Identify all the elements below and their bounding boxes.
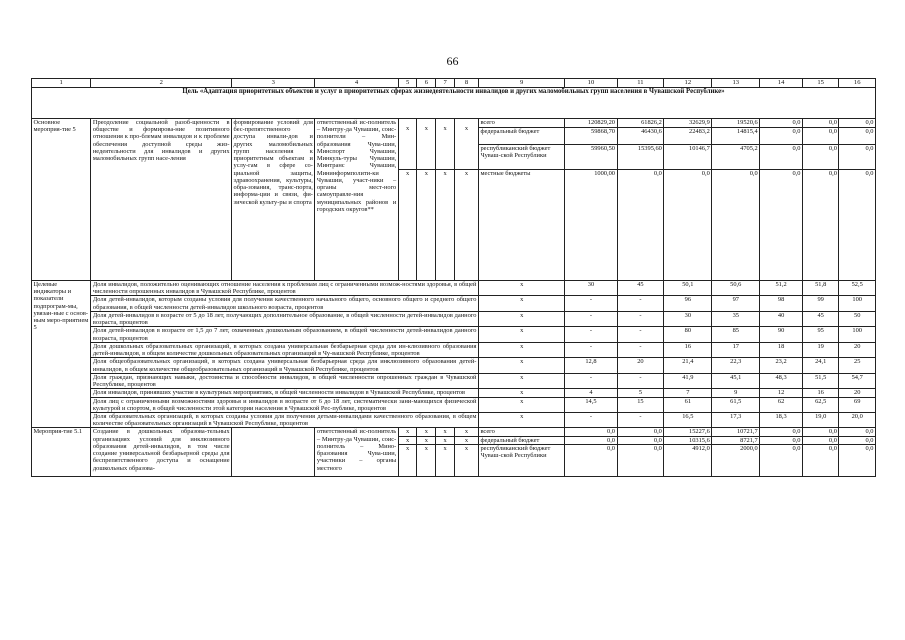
value-cell: 15395,60 (617, 145, 664, 170)
value-cell: 50,1 (664, 281, 712, 296)
indicator-row (32, 389, 876, 397)
value-cell: - (617, 311, 664, 326)
value-cell: 0,0 (760, 128, 803, 145)
value-cell: 45 (617, 281, 664, 296)
value-cell: 19 (802, 342, 838, 357)
value-cell: - (617, 412, 664, 427)
value-cell: 50 (839, 311, 876, 326)
value-cell: 80 (664, 327, 712, 342)
value-cell: - (565, 373, 617, 388)
funding-source: федеральный бюджет (478, 128, 564, 145)
col-number: 12 (664, 79, 712, 88)
x-cell: x (478, 397, 564, 412)
value-cell: 51,8 (802, 281, 838, 296)
value-cell: 5 (617, 389, 664, 397)
x-cell: x (454, 436, 478, 444)
value-cell: 0,0 (760, 444, 803, 476)
value-cell: 10315,6 (664, 436, 712, 444)
indicator-text: Доля лиц с ограниченными возможностями здоровья и инвалидов в возрасте от 6 до 18 лет, систематически зани-мающихся физической культурой и спортом, в общей численности этой категории населения в Чувашской Рес-публике, процентов (92, 397, 477, 412)
measure-description: Преодоление социальной разоб-щенности в обществе и формирова-ние позитивного отношения к про-блемам инвалидов и к проблеме обеспечения доступной среды жиз-недеятельности для инвалидов и других маломобильных групп насе-ления (91, 119, 232, 281)
value-cell: 0,0 (839, 145, 876, 170)
program-table (31, 78, 876, 477)
value-cell: 20 (617, 358, 664, 373)
value-cell: 46430,6 (617, 128, 664, 145)
col-number: 2 (91, 79, 232, 88)
measure-executors: ответственный ис-полнитель – Минтру-да Чувашии, соис-полнитель – Мино-бразования Чува-шии, участники – органы местного (315, 428, 398, 476)
x-cell: x (398, 170, 417, 281)
value-cell: - (565, 311, 617, 326)
value-cell: 69 (839, 397, 876, 412)
indicator-row (32, 281, 876, 296)
x-cell: x (454, 444, 478, 476)
x-cell: x (417, 436, 436, 444)
col-number: 7 (436, 79, 455, 88)
value-cell: 18 (760, 342, 803, 357)
value-cell: 4 (565, 389, 617, 397)
value-cell: - (565, 327, 617, 342)
value-cell: 14815,4 (712, 128, 760, 145)
value-cell: 95 (802, 327, 838, 342)
value-cell: 16,5 (664, 412, 712, 427)
value-cell: 62,5 (802, 397, 838, 412)
value-cell: 16 (664, 342, 712, 357)
value-cell: 2000,0 (712, 444, 760, 476)
value-cell: 61 (664, 397, 712, 412)
goal-title: Цель «Адаптация приоритетных объектов и услуг в приоритетных сферах жизнедеятельности инвалидов и других маломобильных групп населения в Чувашской Республике» (32, 88, 876, 119)
indicator-text: Доля общеобразовательных организаций, в которых создана универсальная безбарьерная среда для инклюзивного образования детей-инвалидов, в общем количестве общеобразовательных организаций в Чувашской Республике, процентов (92, 358, 477, 373)
value-cell: 0,0 (760, 436, 803, 444)
value-cell: 51,5 (802, 373, 838, 388)
value-cell: 0,0 (760, 119, 803, 128)
funding-source: всего (478, 119, 564, 128)
value-cell: 52,5 (839, 281, 876, 296)
value-cell: 59960,50 (565, 145, 617, 170)
value-cell: - (565, 412, 617, 427)
value-cell: 0,0 (839, 428, 876, 436)
indicator-row (32, 311, 876, 326)
value-cell: 45 (802, 311, 838, 326)
value-cell: 15 (617, 397, 664, 412)
x-cell: x (398, 119, 417, 170)
value-cell: 0,0 (760, 145, 803, 170)
value-cell: 61,5 (712, 397, 760, 412)
x-cell: x (398, 444, 417, 476)
x-cell: x (398, 436, 417, 444)
x-cell: x (478, 327, 564, 342)
value-cell: 19520,6 (712, 119, 760, 128)
value-cell: 98 (760, 296, 803, 311)
value-cell: 24,1 (802, 358, 838, 373)
value-cell: 22483,2 (664, 128, 712, 145)
col-number: 10 (565, 79, 617, 88)
column-number-row (32, 79, 876, 88)
value-cell: - (617, 342, 664, 357)
value-cell: 0,0 (617, 428, 664, 436)
funding-source: местные бюджеты (478, 170, 564, 281)
value-cell: 16 (802, 389, 838, 397)
value-cell: 61826,2 (617, 119, 664, 128)
indicator-row (32, 412, 876, 427)
funding-source: всего (478, 428, 564, 436)
value-cell: 0,0 (802, 119, 838, 128)
col-number: 13 (712, 79, 760, 88)
value-cell: 17,3 (712, 412, 760, 427)
value-cell: 4912,0 (664, 444, 712, 476)
value-cell: 100 (839, 327, 876, 342)
value-cell: 1000,00 (565, 170, 617, 281)
x-cell: x (417, 428, 436, 436)
measure-description: Создание в дошкольных образова-тельных организациях условий для инклюзивного образования детей-инвалидов, в том числе создание универсальной безбарьерной среды для беспрепятственного доступа и оснащение дошкольных образова- (91, 428, 232, 476)
value-cell: 0,0 (565, 436, 617, 444)
col-number: 6 (417, 79, 436, 88)
indicator-text: Доля граждан, признающих навыки, достоинства и способности инвалидов, в общей численности опрошенных граждан в Чувашской Республике, процентов (92, 373, 477, 389)
col-number: 15 (802, 79, 838, 88)
x-cell: x (436, 444, 455, 476)
indicator-text: Доля инвалидов, принявших участие в культурных мероприятиях, в общей численности инвалидов в Чувашской Республике, процентов (91, 389, 479, 397)
value-cell: 51,2 (760, 281, 803, 296)
value-cell: 23,2 (760, 358, 803, 373)
value-cell: 0,0 (802, 444, 838, 476)
indicator-row (32, 296, 876, 311)
value-cell: 0,0 (565, 428, 617, 436)
indicator-row (32, 327, 876, 342)
value-cell: - (617, 373, 664, 388)
goal-row (32, 88, 876, 119)
value-cell: 0,0 (802, 428, 838, 436)
x-cell: x (478, 311, 564, 326)
value-cell: 40 (760, 311, 803, 326)
col-number: 3 (232, 79, 315, 88)
x-cell: x (478, 281, 564, 296)
funding-source: федеральный бюджет (478, 436, 564, 444)
indicator-text: Доля дошкольных образовательных организаций, в которых создана универсальная безбарьерная среда для ин-клюзивного образования детей-инвалидов, в общем количестве дошкольных образовательных организаций в Чу-вашской Республике, процентов (92, 342, 477, 358)
x-cell: x (478, 296, 564, 311)
value-cell: 100 (839, 296, 876, 311)
value-cell: 0,0 (839, 128, 876, 145)
value-cell: 0,0 (802, 145, 838, 170)
value-cell: 41,9 (664, 373, 712, 388)
x-cell: x (478, 373, 564, 388)
measure-name: Основное мероприя-тие 5 (32, 119, 91, 281)
x-cell: x (454, 170, 478, 281)
value-cell: 12,8 (565, 358, 617, 373)
value-cell: 19,0 (802, 412, 838, 427)
indicator-text: Доля детей-инвалидов, которым созданы условия для получения качественного начального общего, основного общего и среднего общего образования, в общей численности детей-инвалидов школьного возраста, процентов (92, 296, 477, 311)
x-cell: x (398, 428, 417, 436)
value-cell: 96 (664, 296, 712, 311)
value-cell: 7 (664, 389, 712, 397)
value-cell: 21,4 (664, 358, 712, 373)
value-cell: 0,0 (712, 170, 760, 281)
value-cell: - (565, 296, 617, 311)
col-number: 16 (839, 79, 876, 88)
x-cell: x (436, 436, 455, 444)
value-cell: 0,0 (617, 436, 664, 444)
value-cell: 99 (802, 296, 838, 311)
value-cell: 22,3 (712, 358, 760, 373)
value-cell: 0,0 (802, 170, 838, 281)
indicator-row (32, 397, 876, 412)
value-cell: 35 (712, 311, 760, 326)
col-number: 14 (760, 79, 803, 88)
value-cell: 0,0 (760, 428, 803, 436)
x-cell: x (436, 170, 455, 281)
value-cell: 4705,2 (712, 145, 760, 170)
measure5-row (32, 119, 876, 128)
value-cell: 59868,70 (565, 128, 617, 145)
value-cell: 0,0 (839, 170, 876, 281)
value-cell: 20 (839, 389, 876, 397)
x-cell: x (454, 428, 478, 436)
indicator-row (32, 342, 876, 357)
x-cell: x (478, 358, 564, 373)
measure-executors: ответственный ис-полнитель – Минтру-да Чувашии, соис-полнители – Мин-образования Чува-шии, Минспорт Чувашии, Минкуль-туры Чувашии, Минтранс Чувашии, Мининформполити-ки Чувашии, участ-ники – органы мест-ного самоуправле-ния муниципальных районов и городских округов** (315, 119, 398, 281)
value-cell: - (565, 342, 617, 357)
value-cell: 32629,9 (664, 119, 712, 128)
value-cell: 90 (760, 327, 803, 342)
value-cell: 0,0 (839, 444, 876, 476)
value-cell: 18,3 (760, 412, 803, 427)
value-cell: 30 (565, 281, 617, 296)
measure-result: формирование условий для бес-препятственного доступа инвали-дов и других маломобильных групп населения к приоритетным объектам и услу-гам в сфере со-циальной защиты, здравоохранения, культуры, обра-зования, транс-порта, информа-ции и связи, фи-зической культу-ры и спорта (232, 119, 315, 281)
value-cell: 14,5 (565, 397, 617, 412)
value-cell: 30 (664, 311, 712, 326)
value-cell: 20,0 (839, 412, 876, 427)
value-cell: 97 (712, 296, 760, 311)
value-cell: 10721,7 (712, 428, 760, 436)
measure51-row (32, 428, 876, 436)
value-cell: 0,0 (839, 436, 876, 444)
value-cell: 8721,7 (712, 436, 760, 444)
x-cell: x (436, 428, 455, 436)
value-cell: 0,0 (617, 170, 664, 281)
page-number: 66 (446, 54, 459, 68)
x-cell: x (478, 412, 564, 427)
indicator-text: Доля образовательных организаций, в которых созданы условия для получения детьми-инвалидами качественного образования, в общем количестве образовательных организаций в Чувашской Республике, процентов (92, 412, 477, 428)
col-number: 11 (617, 79, 664, 88)
value-cell: 12 (760, 389, 803, 397)
value-cell: 45,1 (712, 373, 760, 388)
value-cell: 0,0 (802, 128, 838, 145)
value-cell: 0,0 (760, 170, 803, 281)
measure-name: Мероприя-тие 5.1 (32, 428, 91, 476)
x-cell: x (436, 119, 455, 170)
value-cell: 0,0 (839, 119, 876, 128)
x-cell: x (417, 444, 436, 476)
value-cell: - (617, 296, 664, 311)
col-number: 8 (454, 79, 478, 88)
funding-source: республиканский бюджет Чуваш-ской Республики (478, 145, 564, 170)
value-cell: 9 (712, 389, 760, 397)
value-cell: 50,6 (712, 281, 760, 296)
value-cell: 54,7 (839, 373, 876, 388)
value-cell: 48,3 (760, 373, 803, 388)
funding-source: республиканский бюджет Чуваш-ской Республики (478, 444, 564, 476)
col-number: 1 (32, 79, 91, 88)
x-cell: x (454, 119, 478, 170)
value-cell: 62 (760, 397, 803, 412)
value-cell: 0,0 (565, 444, 617, 476)
x-cell: x (417, 170, 436, 281)
col-number: 9 (478, 79, 564, 88)
measure-result (232, 428, 315, 476)
value-cell: 0,0 (664, 170, 712, 281)
value-cell: 0,0 (802, 436, 838, 444)
indicators-label: Целевые индикаторы и показатели подпрограм-мы, увязан-ные с основ-ным меро-приятием 5 (32, 281, 91, 428)
value-cell: 120829,20 (565, 119, 617, 128)
value-cell: 20 (839, 342, 876, 357)
value-cell: - (617, 327, 664, 342)
indicator-row (32, 358, 876, 373)
col-number: 5 (398, 79, 417, 88)
indicator-text: Доля инвалидов, положительно оценивающих отношение населения к проблемам лиц с ограниченными возмож-ностями здоровья, в общей численности опрошенных инвалидов в Чувашской Республике, процентов (92, 281, 477, 296)
value-cell: 25 (839, 358, 876, 373)
value-cell: 85 (712, 327, 760, 342)
value-cell: 15227,6 (664, 428, 712, 436)
value-cell: 10146,7 (664, 145, 712, 170)
col-number: 4 (315, 79, 398, 88)
x-cell: x (478, 389, 564, 397)
value-cell: 17 (712, 342, 760, 357)
indicator-row (32, 373, 876, 388)
x-cell: x (478, 342, 564, 357)
value-cell: 0,0 (617, 444, 664, 476)
indicator-text: Доля детей-инвалидов в возрасте от 1,5 до 7 лет, охваченных дошкольным образованием, в общей численности детей-инвалидов данного возраста, процентов (92, 327, 477, 342)
x-cell: x (417, 119, 436, 170)
indicator-text: Доля детей-инвалидов в возрасте от 5 до 18 лет, получающих дополнительное образование, в общей численности детей-инвалидов данного возраста, процентов (92, 311, 477, 327)
